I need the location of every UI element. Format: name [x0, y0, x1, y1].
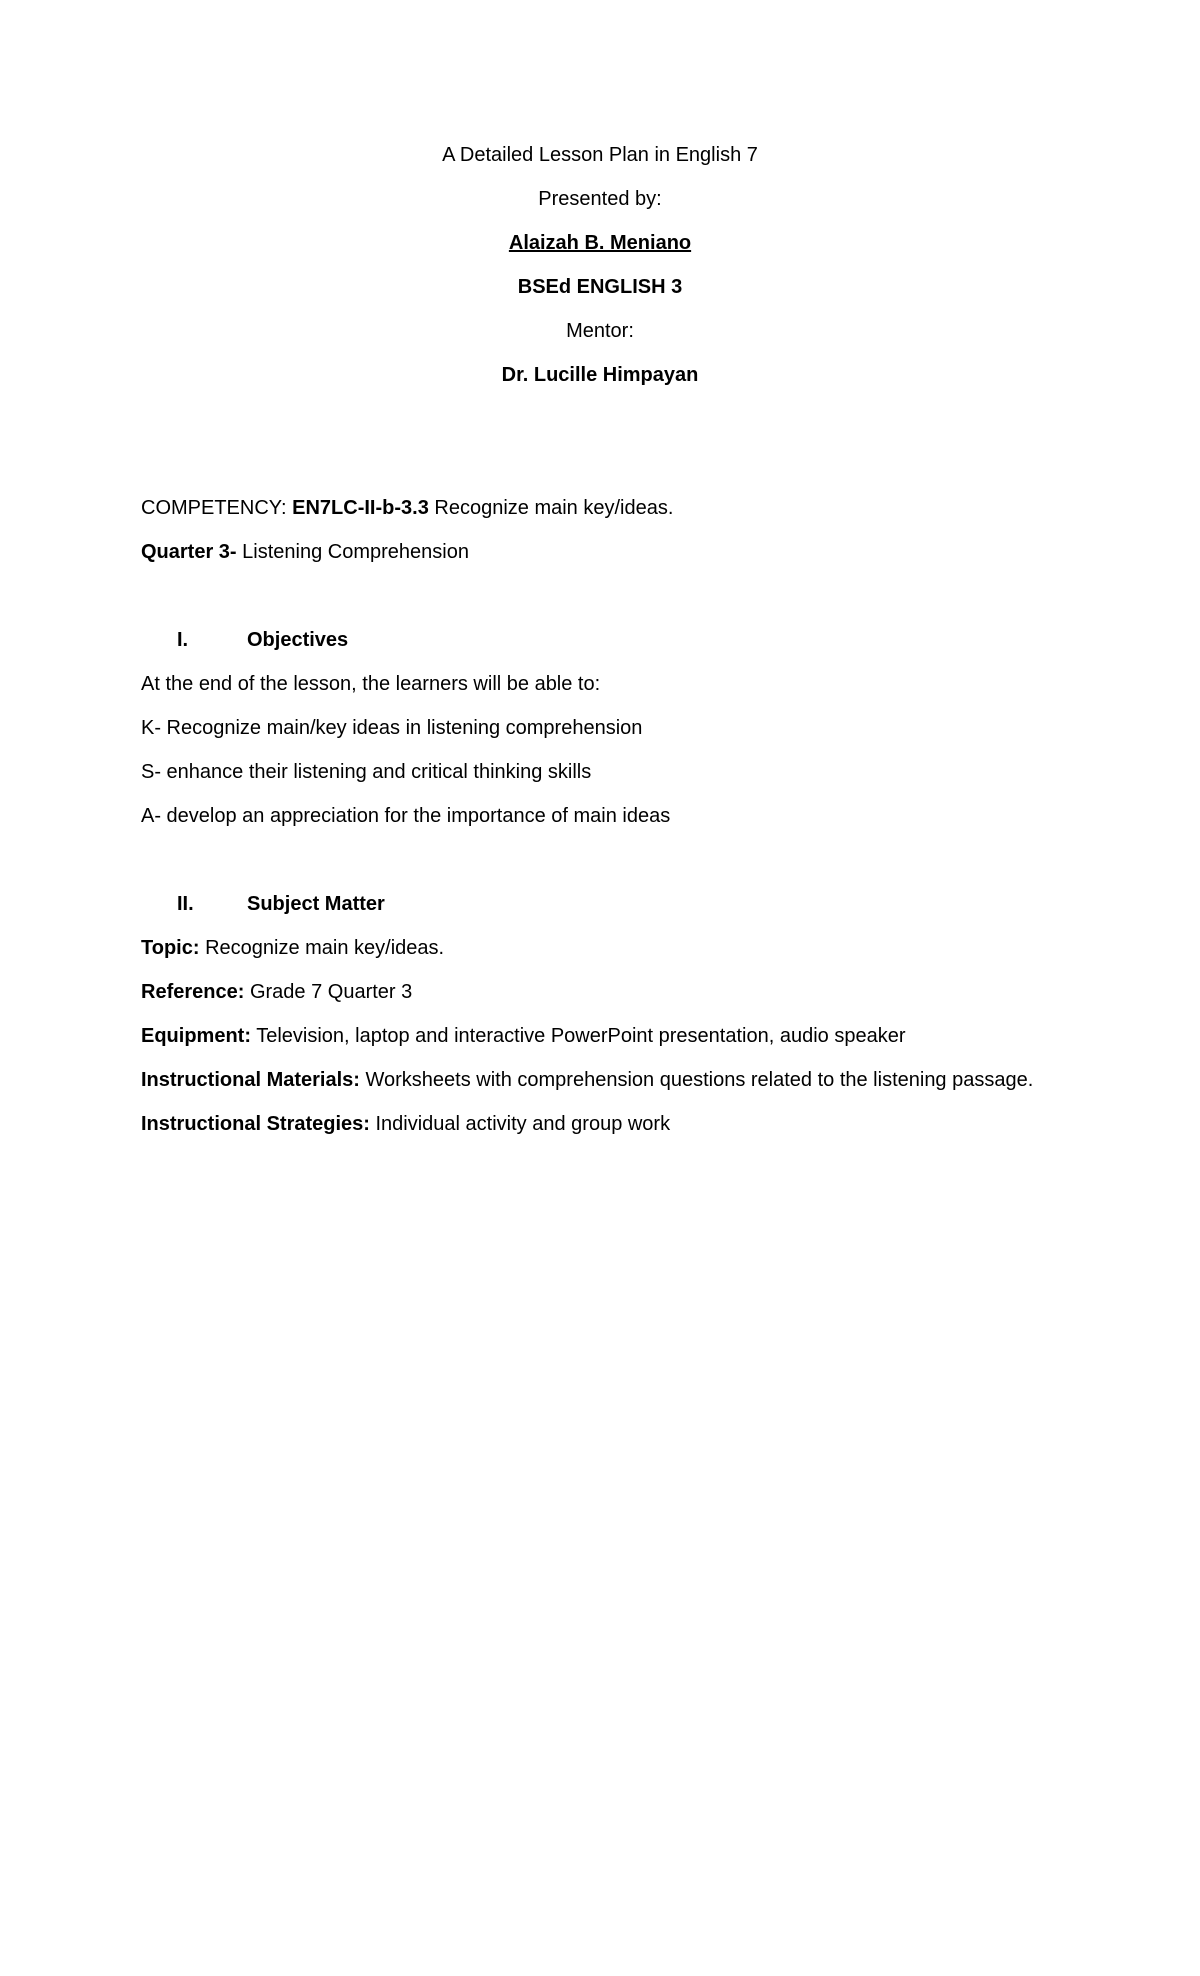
subject-matter-number: II.	[177, 893, 194, 915]
field-label: Equipment:	[141, 1025, 251, 1047]
field-value: Grade 7 Quarter 3	[244, 981, 413, 1003]
subject-matter-heading: Subject Matter	[247, 893, 385, 915]
objective-item-skill: S- enhance their listening and critical thinking skills	[141, 761, 592, 783]
field-value: Television, laptop and interactive PowerPoint presentation, audio speaker	[251, 1025, 906, 1047]
field-label: Reference:	[141, 981, 245, 1003]
field-label: Instructional Strategies:	[141, 1113, 370, 1135]
objective-item-attitude: A- develop an appreciation for the importance of main ideas	[141, 805, 671, 827]
field-value: Worksheets with comprehension questions related to the listening passage.	[359, 1069, 1034, 1091]
field-instructional-strategies	[141, 1111, 670, 1137]
field-label: Topic:	[141, 937, 200, 959]
course-label: BSEd ENGLISH 3	[517, 276, 683, 298]
field-equipment	[141, 1023, 905, 1049]
field-value: Individual activity and group work	[369, 1113, 671, 1135]
field-instructional-materials	[141, 1067, 1033, 1093]
presenter-name: Alaizah B. Meniano	[508, 232, 692, 254]
field-topic	[141, 935, 444, 961]
field-value: Recognize main key/ideas.	[199, 937, 445, 959]
objective-item-knowledge: K- Recognize main/key ideas in listening comprehension	[141, 717, 643, 739]
competency-text: Recognize main key/ideas.	[428, 497, 674, 519]
quarter-label: Quarter 3-	[141, 541, 237, 563]
quarter-line	[141, 539, 469, 565]
competency-code: EN7LC-II-b-3.3	[292, 497, 429, 519]
presented-by-label: Presented by:	[538, 188, 662, 210]
field-reference	[141, 979, 412, 1005]
objectives-number: I.	[177, 629, 189, 651]
mentor-label: Mentor:	[566, 320, 634, 342]
field-label: Instructional Materials:	[141, 1069, 360, 1091]
mentor-name: Dr. Lucille Himpayan	[501, 364, 699, 386]
objectives-intro: At the end of the lesson, the learners will be able to:	[141, 673, 601, 695]
quarter-text: Listening Comprehension	[236, 541, 469, 563]
objectives-heading: Objectives	[247, 629, 349, 651]
competency-line	[141, 495, 673, 521]
document-title: A Detailed Lesson Plan in English 7	[442, 144, 758, 166]
competency-label: COMPETENCY:	[141, 497, 293, 519]
